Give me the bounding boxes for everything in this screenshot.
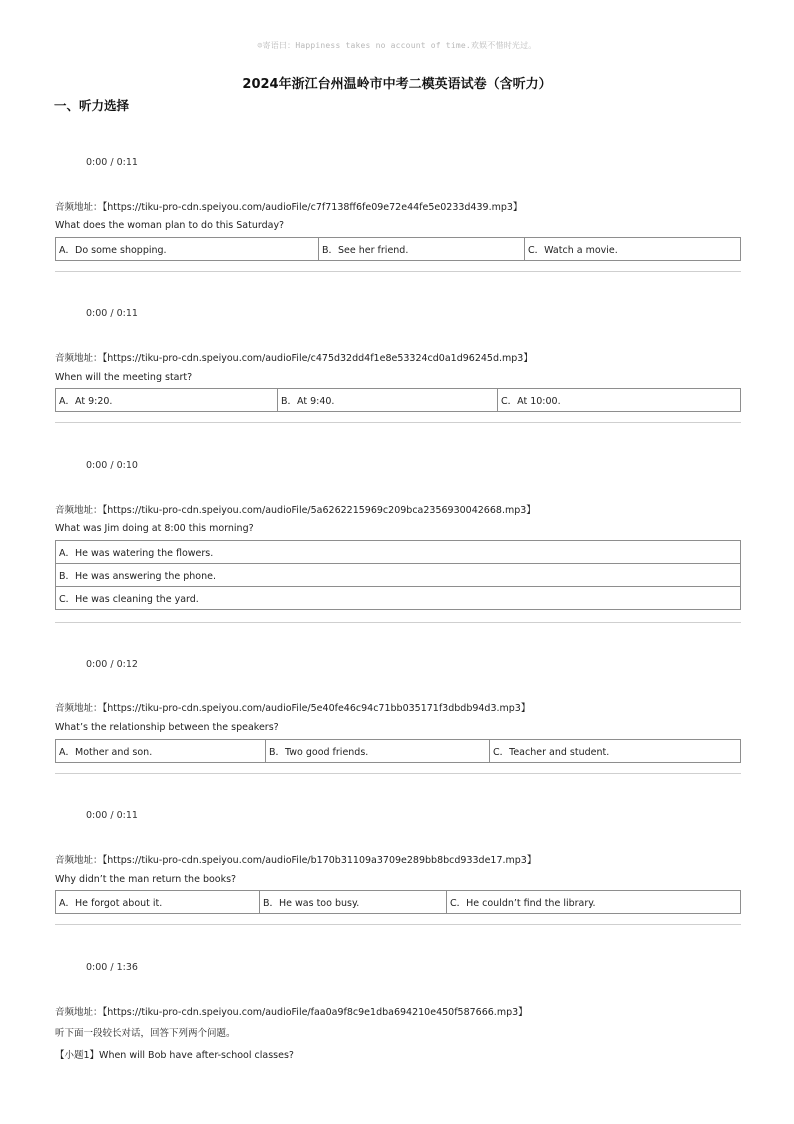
options-table xyxy=(55,890,741,914)
options-table xyxy=(55,739,741,763)
question-text: Why didn’t the man return the books? xyxy=(55,874,237,885)
audio-player-time[interactable]: 0:00 / 0:10 xyxy=(86,460,138,471)
option-c: C．Watch a movie. xyxy=(525,238,741,261)
question-text: When will the meeting start? xyxy=(55,372,193,383)
instruction-text: 听下面一段较长对话，回答下列两个问题。 xyxy=(55,1028,236,1039)
option-b: B．He was answering the phone. xyxy=(56,564,741,587)
question-text: What’s the relationship between the speakers? xyxy=(55,722,279,733)
options-table xyxy=(55,388,741,412)
header-quote: ☺寄语曰：Happiness takes no account of time.欢娱不惜时光过。 xyxy=(257,41,537,50)
option-b: B．He was too busy. xyxy=(260,891,447,914)
audio-url-link[interactable]: 【https://tiku-pro-cdn.speiyou.com/audioFile/c7f7138ff6fe09e72e44fe5e0233d439.mp3】 xyxy=(102,202,523,213)
option-c: C．He couldn’t find the library. xyxy=(447,891,741,914)
audio-address-label: 音频地址： xyxy=(55,353,103,364)
divider xyxy=(55,924,741,925)
options-table xyxy=(55,540,741,610)
option-a: A．He was watering the flowers. xyxy=(56,541,741,564)
audio-url-link[interactable]: 【https://tiku-pro-cdn.speiyou.com/audioFile/faa0a9f8c9e1dba694210e450f587666.mp3】 xyxy=(102,1007,528,1018)
audio-player-time[interactable]: 0:00 / 0:11 xyxy=(86,810,138,821)
document-title: 2024年浙江台州温岭市中考二模英语试卷（含听力） xyxy=(242,77,552,92)
divider xyxy=(55,422,741,423)
audio-url-link[interactable]: 【https://tiku-pro-cdn.speiyou.com/audioFile/b170b31109a3709e289bb8bcd933de17.mp3】 xyxy=(102,855,537,866)
option-b: B．At 9:40. xyxy=(278,389,498,412)
audio-address xyxy=(55,852,536,866)
option-c: C．At 10:00. xyxy=(498,389,741,412)
option-c: C．Teacher and student. xyxy=(490,740,741,763)
option-a: A．He forgot about it. xyxy=(56,891,260,914)
audio-player-time[interactable]: 0:00 / 0:11 xyxy=(86,308,138,319)
divider xyxy=(55,773,741,774)
audio-url-link[interactable]: 【https://tiku-pro-cdn.speiyou.com/audioFile/5e40fe46c94c71bb035171f3dbdb94d3.mp3】 xyxy=(102,703,531,714)
option-a: A．Mother and son. xyxy=(56,740,266,763)
option-b: B．Two good friends. xyxy=(266,740,490,763)
audio-url-link[interactable]: 【https://tiku-pro-cdn.speiyou.com/audioFile/c475d32dd4f1e8e53324cd0a1d96245d.mp3】 xyxy=(102,353,533,364)
audio-address-label: 音频地址： xyxy=(55,703,103,714)
sub-question-text: 【小题1】When will Bob have after-school classes? xyxy=(55,1050,294,1061)
audio-address xyxy=(55,1004,528,1018)
audio-address-label: 音频地址： xyxy=(55,505,103,516)
audio-address xyxy=(55,502,536,516)
section-title: 一、听力选择 xyxy=(54,98,130,113)
divider xyxy=(55,622,741,623)
audio-address-label: 音频地址： xyxy=(55,202,103,213)
question-text: What was Jim doing at 8:00 this morning? xyxy=(55,523,254,534)
option-a: A．At 9:20. xyxy=(56,389,278,412)
audio-address xyxy=(55,199,522,213)
options-table xyxy=(55,237,741,261)
audio-address xyxy=(55,700,530,714)
option-b: B．See her friend. xyxy=(319,238,525,261)
divider xyxy=(55,271,741,272)
option-c: C．He was cleaning the yard. xyxy=(56,587,741,610)
audio-player-time[interactable]: 0:00 / 0:11 xyxy=(86,157,138,168)
audio-player-time[interactable]: 0:00 / 0:12 xyxy=(86,659,138,670)
audio-address-label: 音频地址： xyxy=(55,1007,103,1018)
audio-url-link[interactable]: 【https://tiku-pro-cdn.speiyou.com/audioFile/5a6262215969c209bca2356930042668.mp3】 xyxy=(102,505,536,516)
audio-player-time[interactable]: 0:00 / 1:36 xyxy=(86,962,138,973)
question-text: What does the woman plan to do this Saturday? xyxy=(55,220,285,231)
option-a: A．Do some shopping. xyxy=(56,238,319,261)
audio-address xyxy=(55,350,533,364)
audio-address-label: 音频地址： xyxy=(55,855,103,866)
